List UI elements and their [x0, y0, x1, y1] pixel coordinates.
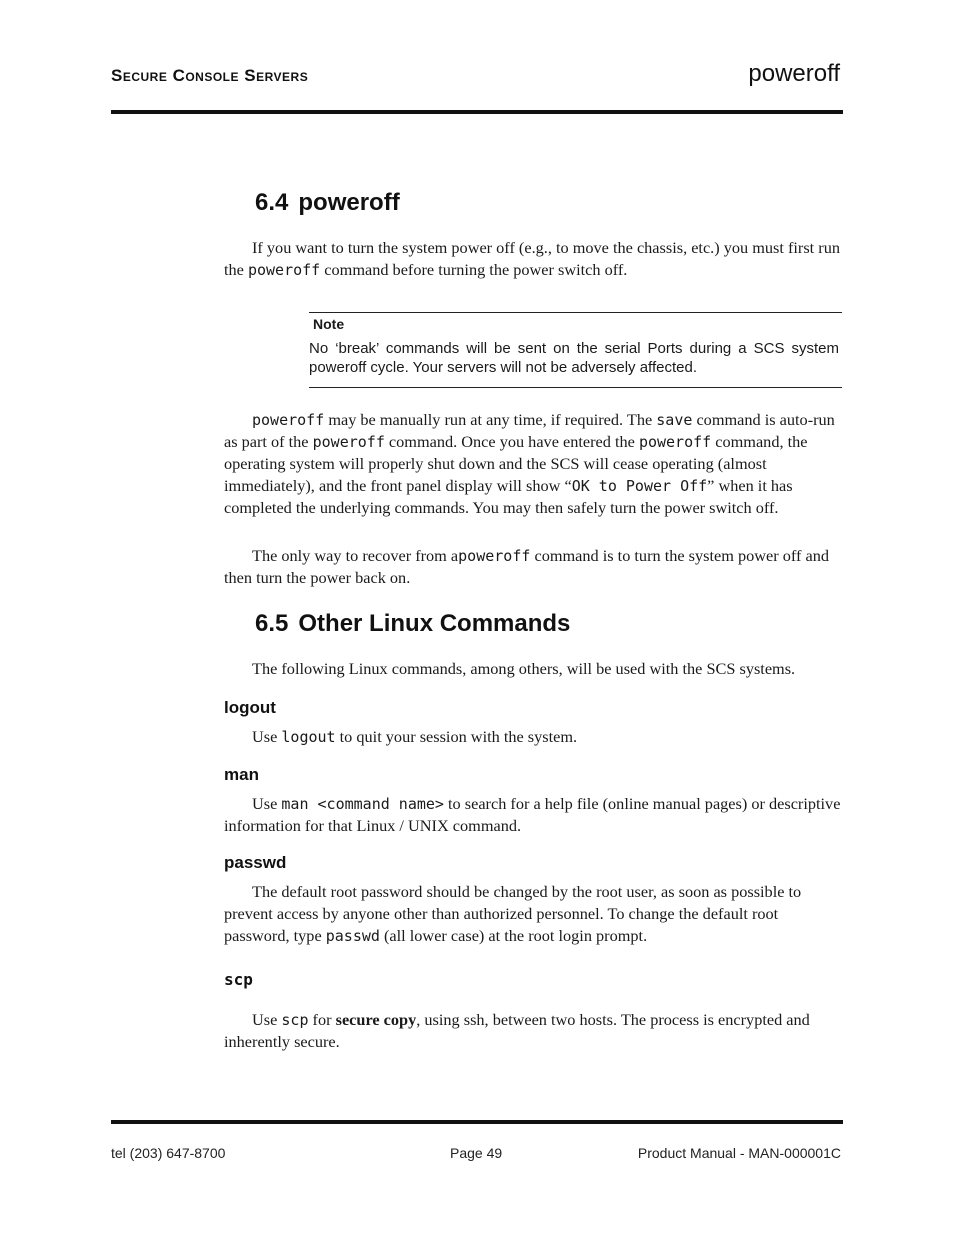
text-run: ” when it has completed the underlying commands. You may then safely turn the power switch off. — [224, 476, 793, 517]
subheading-scp: scp — [224, 970, 253, 989]
text-run: command before turning the power switch off. — [320, 260, 628, 279]
subheading-man: man — [224, 765, 259, 784]
text-run: to quit your session with the system. — [335, 727, 578, 746]
text-run: to search for a help file (online manual pages) or descriptive information for that Linux / UNIX command. — [224, 794, 841, 835]
text-run: The default root password should be changed by the root user, as soon as possible to prevent access by anyone other than authorized personnel. To change the default root password, type — [224, 882, 802, 945]
text-run: command. Once you have entered the — [384, 432, 639, 451]
running-header-topic: poweroff — [748, 60, 840, 87]
note-box — [309, 312, 842, 388]
section-title: poweroff — [298, 189, 400, 216]
section-heading-6-5 — [255, 610, 570, 638]
text-run: may be manually run at any time, if required. The — [324, 410, 657, 429]
section-number: 6.4 — [255, 189, 289, 216]
note-text: No ‘break’ commands will be sent on the serial Ports during a SCS system poweroff cycle. Your servers will not be adversely affected. — [309, 340, 839, 376]
code-run: poweroff — [312, 433, 385, 451]
code-run: scp — [281, 1011, 309, 1029]
subheading-passwd: passwd — [224, 853, 287, 872]
poweroff-details-paragraph — [224, 409, 842, 519]
code-run: poweroff — [458, 547, 531, 565]
recover-paragraph — [224, 545, 842, 589]
text-run: , using ssh, between two hosts. The process is encrypted and inherently secure. — [224, 1010, 810, 1051]
note-label: Note — [313, 316, 345, 332]
intro-paragraph — [224, 237, 842, 281]
text-run: If you want to turn the system power off (e.g., to move the chassis, etc.) you must first run the — [224, 238, 840, 279]
text-run: command is auto-run as part of the — [224, 410, 835, 451]
text-run: (all lower case) at the root login prompt. — [379, 926, 648, 945]
bold-run: secure copy — [335, 1010, 417, 1029]
logout-paragraph — [224, 726, 842, 748]
code-run: save — [656, 411, 693, 429]
man-paragraph — [224, 793, 842, 837]
footer-page-number: Page 49 — [450, 1145, 503, 1161]
section-number: 6.5 — [255, 610, 289, 637]
scp-paragraph — [224, 1009, 842, 1053]
code-run: man <command name> — [281, 795, 444, 813]
footer-manual-id: Product Manual - MAN-000001C — [637, 1145, 841, 1161]
text-run: for — [308, 1010, 336, 1029]
text-run: The only way to recover from a — [252, 546, 459, 565]
text-run: Use — [252, 727, 282, 746]
section-heading-6-4 — [255, 189, 400, 217]
code-run: poweroff — [638, 433, 712, 451]
linux-commands-intro — [224, 658, 842, 680]
footer-phone: tel (203) 647-8700 — [111, 1145, 226, 1161]
subheading-logout: logout — [224, 698, 276, 717]
code-run: poweroff — [252, 411, 325, 429]
running-header-section: Secure Console Servers — [111, 66, 309, 85]
text-run: The following Linux commands, among others, will be used with the SCS systems. — [252, 659, 796, 678]
code-run: poweroff — [247, 261, 321, 279]
text-run: command, the operating system will properly shut down and the SCS will cease operating (almost immediately), and the front panel display will show “ — [224, 432, 808, 495]
footer-rule — [111, 1120, 843, 1124]
section-title: Other Linux Commands — [298, 610, 571, 637]
text-run: Use — [252, 794, 282, 813]
code-run: OK to Power Off — [571, 477, 708, 495]
text-run: command is to turn the system power off and then turn the power back on. — [224, 546, 829, 587]
passwd-paragraph — [224, 881, 842, 947]
code-run: passwd — [325, 927, 380, 945]
code-run: logout — [281, 728, 336, 746]
header-rule — [111, 110, 843, 114]
text-run: Use — [252, 1010, 282, 1029]
